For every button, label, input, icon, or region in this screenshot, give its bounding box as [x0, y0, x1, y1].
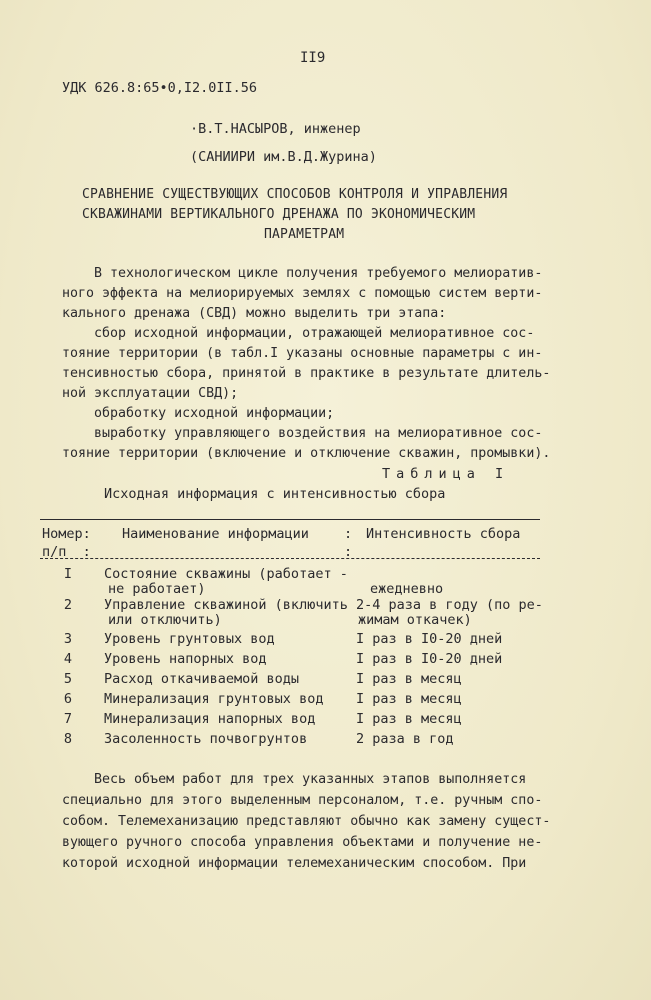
closing-line: специально для этого выделенным персоналом, т.е. ручным спо- — [62, 793, 543, 808]
table-cell-num: 4 — [63, 651, 73, 667]
table-header-name: Наименование информации — [122, 526, 309, 542]
table-cell-name: не работает) — [108, 581, 206, 597]
body-line: тояние территории (включение и отключение скважин, промывки). — [62, 446, 551, 461]
table-cell-frequency: I раз в I0-20 дней — [356, 631, 503, 647]
table-cell-name: Состояние скважины (работает - — [104, 566, 348, 582]
table-cell-frequency: 2 раза в год — [356, 731, 454, 747]
table-header-separator: : — [344, 526, 353, 542]
table-cell-num: 7 — [63, 711, 73, 727]
body-line: кального дренажа (СВД) можно выделить три этапа: — [62, 306, 447, 321]
affiliation-line: (САНИИРИ им.В.Д.Журина) — [190, 149, 377, 165]
body-line: сбор исходной информации, отражающей мелиоративное сос- — [62, 326, 535, 341]
body-line: обработку исходной информации; — [62, 406, 335, 421]
body-line: выработку управляющего воздействия на мелиоративное сос- — [62, 426, 543, 441]
table-cell-frequency: жимам откачек) — [358, 612, 472, 628]
closing-line: которой исходной информации телемеханическим способом. При — [62, 856, 527, 871]
author-line: ·В.Т.НАСЫРОВ, инженер — [190, 121, 361, 137]
table-header-rule — [40, 558, 540, 559]
table-cell-frequency: I раз в месяц — [356, 691, 462, 707]
table-cell-frequency: ежедневно — [370, 581, 444, 597]
table-top-rule — [40, 519, 540, 520]
table-cell-name: Управление скважиной (включить — [104, 597, 348, 613]
page-number: II9 — [300, 50, 326, 66]
body-line: ной эксплуатации СВД); — [62, 386, 239, 401]
table-cell-num: 2 — [63, 597, 73, 613]
table-header-separator-2: : — [344, 544, 353, 560]
udc-code: УДК 626.8:65•0,I2.0II.56 — [62, 80, 258, 96]
table-cell-frequency: I раз в месяц — [356, 671, 462, 687]
table-cell-name: Уровень напорных вод — [104, 651, 267, 667]
table-cell-frequency: 2-4 раза в году (по ре- — [356, 597, 543, 613]
table-cell-name: или отключить) — [108, 612, 222, 628]
closing-line: вующего ручного способа управления объектами и получение не- — [62, 835, 543, 850]
table-cell-num: 3 — [63, 631, 73, 647]
closing-line: Весь объем работ для трех указанных этапов выполняется — [62, 772, 527, 787]
table-caption: Исходная информация с интенсивностью сбора — [104, 486, 446, 502]
table-cell-frequency: I раз в I0-20 дней — [356, 651, 503, 667]
table-cell-num: 5 — [63, 671, 73, 687]
table-cell-num: I — [63, 566, 73, 582]
table-cell-name: Расход откачиваемой воды — [104, 671, 300, 687]
table-cell-num: 8 — [63, 731, 73, 747]
closing-line: собом. Телемеханизацию представляют обычно как замену сущест- — [62, 814, 551, 829]
table-cell-name: Уровень грунтовых вод — [104, 631, 275, 647]
body-line: В технологическом цикле получения требуемого мелиоратив- — [62, 266, 543, 281]
table-header-num-2: п/п : — [42, 544, 91, 560]
table-cell-name: Минерализация напорных вод — [104, 711, 316, 727]
table-header-frequency: Интенсивность сбора — [366, 526, 521, 542]
table-cell-num: 6 — [63, 691, 73, 707]
table-cell-name: Засоленность почвогрунтов — [104, 731, 308, 747]
title-line-1: СРАВНЕНИЕ СУЩЕСТВУЮЩИХ СПОСОБОВ КОНТРОЛЯ И УПРАВЛЕНИЯ — [82, 187, 508, 202]
table-cell-frequency: I раз в месяц — [356, 711, 462, 727]
table-cell-name: Минерализация грунтовых вод — [104, 691, 324, 707]
title-line-3: ПАРАМЕТРАМ — [264, 227, 345, 242]
body-line: тояние территории (в табл.I указаны основные параметры с ин- — [62, 346, 543, 361]
title-line-2: СКВАЖИНАМИ ВЕРТИКАЛЬНОГО ДРЕНАЖА ПО ЭКОНОМИЧЕСКИМ — [82, 207, 476, 222]
body-line: тенсивностью сбора, принятой в практике в результате длитель- — [62, 366, 551, 381]
table-label: Таблица I — [382, 466, 510, 482]
table-header-num: Номер: — [42, 526, 91, 542]
body-line: ного эффекта на мелиорируемых землях с помощью систем верти- — [62, 286, 543, 301]
